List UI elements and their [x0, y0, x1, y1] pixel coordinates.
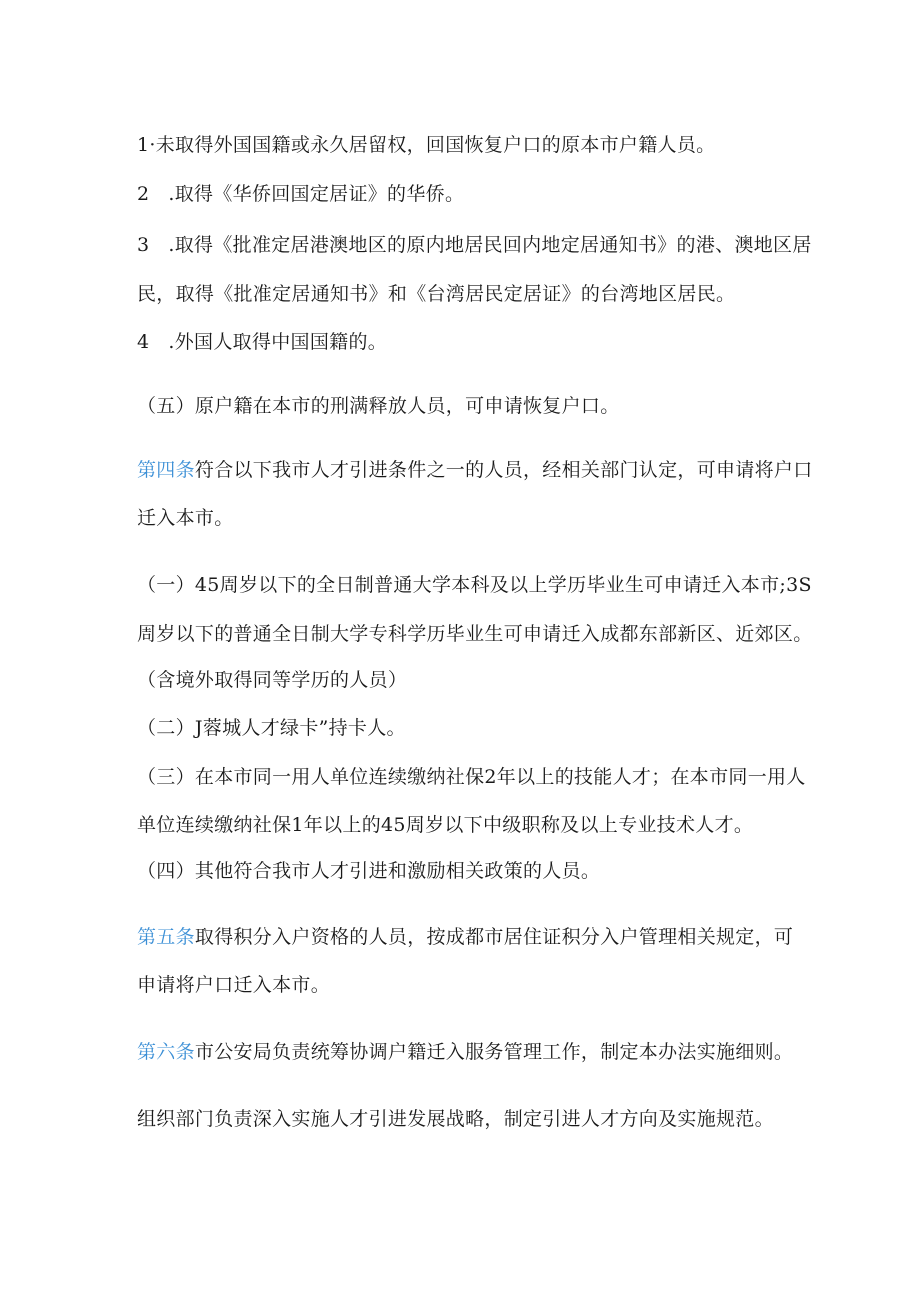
- line-text: 市公安局负责统筹协调户籍迁入服务管理工作，制定本办法实施细则。: [194, 1041, 794, 1063]
- clause-three-continuation: [137, 813, 753, 837]
- item-3-line: [137, 233, 812, 257]
- line-text: （含境外取得同等学历的人员）: [137, 669, 408, 691]
- article-five-label: 第五条: [137, 926, 195, 948]
- line-text: 1·未取得外国国籍或永久居留权，回国恢复户口的原本市户籍人员。: [137, 134, 716, 156]
- clause-four-line: [137, 859, 600, 883]
- article-five-line: [137, 925, 793, 949]
- line-text: 符合以下我市人才引进条件之一的人员，经相关部门认定，可申请将户口: [194, 459, 813, 481]
- article-four-continuation: [137, 506, 234, 530]
- article-four-line: [137, 458, 813, 482]
- line-text: 4 .外国人取得中国国籍的。: [137, 331, 388, 353]
- clause-three-line: [137, 765, 806, 789]
- line-text: 3 .取得《批准定居港澳地区的原内地居民回内地定居通知书》的港、澳地区居: [137, 234, 812, 256]
- line-text: 2 .取得《华侨回国定居证》的华侨。: [137, 183, 465, 205]
- line-text: 组织部门负责深入实施人才引进发展战略，制定引进人才方向及实施规范。: [137, 1108, 774, 1130]
- article-four-label: 第四条: [137, 459, 195, 481]
- article-six-line: [137, 1040, 793, 1064]
- line-text: （二）J蓉城人才绿卡”持卡人。: [137, 717, 406, 739]
- line-text: 迁入本市。: [137, 507, 234, 529]
- clause-one-line: [137, 573, 812, 597]
- clause-one-note: [137, 668, 407, 692]
- line-text: （一）45周岁以下的全日制普通大学本科及以上学历毕业生可申请迁入本市;3S: [137, 574, 812, 596]
- item-2-line: [137, 182, 464, 206]
- line-text: 民，取得《批准定居通知书》和《台湾居民定居证》的台湾地区居民。: [137, 283, 736, 305]
- line-text: 单位连续缴纳社保1年以上的45周岁以下中级职称及以上专业技术人才。: [137, 814, 754, 836]
- clause-five-line: [137, 394, 620, 418]
- clause-two-line: [137, 716, 406, 740]
- line-text: 周岁以下的普通全日制大学专科学历毕业生可申请迁入成都东部新区、近郊区。: [137, 623, 813, 645]
- line-text: （五）原户籍在本市的刑满释放人员，可申请恢复户口。: [137, 395, 620, 417]
- line-text: （四）其他符合我市人才引进和激励相关政策的人员。: [137, 860, 601, 882]
- line-text: 取得积分入户资格的人员，按成都市居住证积分入户管理相关规定，可: [194, 926, 794, 948]
- organization-dept-line: [137, 1107, 774, 1131]
- article-five-continuation: [137, 973, 330, 997]
- line-text: 申请将户口迁入本市。: [137, 974, 331, 996]
- clause-one-continuation: [137, 622, 813, 646]
- item-1-line: [137, 133, 715, 157]
- item-4-line: [137, 330, 387, 354]
- article-six-label: 第六条: [137, 1041, 195, 1063]
- line-text: （三）在本市同一用人单位连续缴纳社保2年以上的技能人才；在本市同一用人: [137, 766, 806, 788]
- item-3-continuation: [137, 282, 735, 306]
